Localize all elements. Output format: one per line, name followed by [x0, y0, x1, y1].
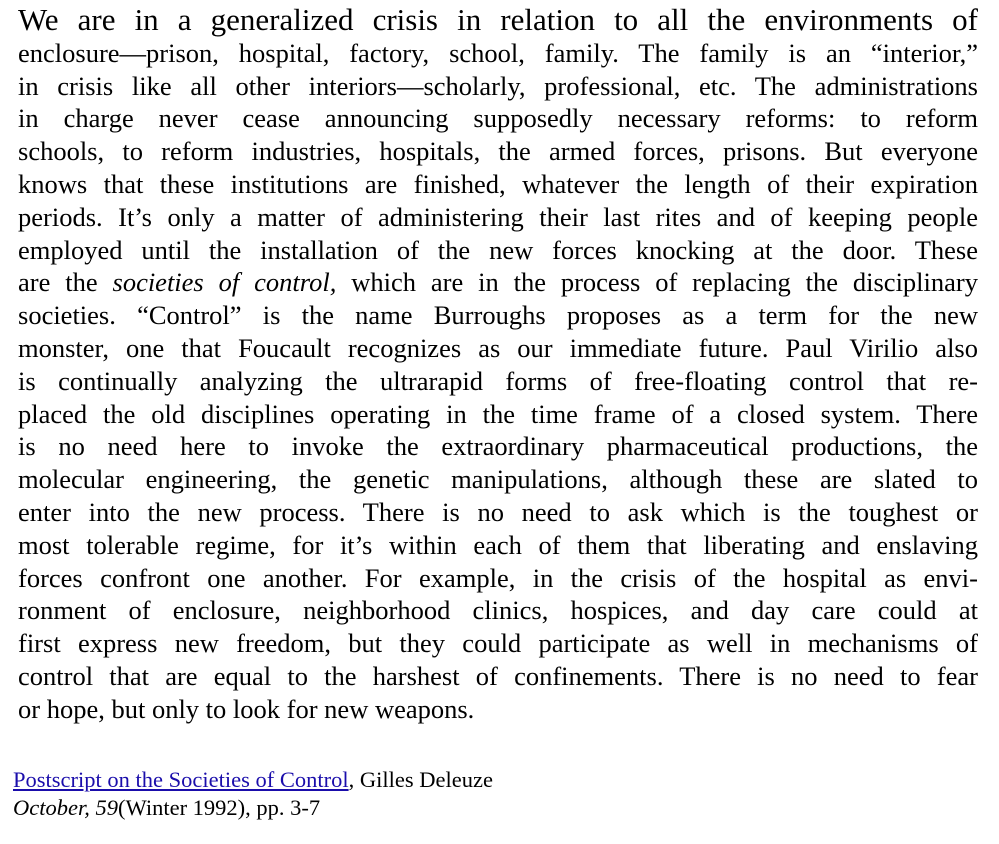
- passage-line-19: ronment of enclosure, neighborhood clinics, hospices, and day care could at: [18, 595, 978, 626]
- passage-line-1: We are in a generalized crisis in relation to all the environments of: [18, 2, 978, 37]
- passage-line-3: in crisis like all other interiors—scholarly, professional, etc. The administrations: [18, 70, 978, 101]
- passage-line-9-after: which are in the process of replacing the disciplinary: [336, 267, 978, 298]
- citation-title-row: [13, 766, 493, 794]
- passage-line-2: enclosure—prison, hospital, factory, school, family. The family is an “interior,”: [18, 37, 978, 68]
- passage-line-10: societies. “Control” is the name Burroughs proposes as a term for the new: [18, 300, 978, 331]
- passage-line-11: monster, one that Foucault recognizes as our immediate future. Paul Virilio also: [18, 332, 978, 363]
- quote-passage: [18, 4, 978, 726]
- passage-line-12: is continually analyzing the ultrarapid forms of free-floating control that re-: [18, 365, 978, 396]
- passage-line-21: control that are equal to the harshest of confinements. There is no need to fear: [18, 660, 978, 691]
- citation-journal: October, 59: [13, 795, 118, 820]
- citation-source-row: [13, 794, 493, 822]
- citation-author: , Gilles Deleuze: [348, 767, 493, 792]
- passage-line-14: is no need here to invoke the extraordinary pharmaceutical productions, the: [18, 431, 978, 462]
- citation: [13, 766, 493, 822]
- passage-line-8: employed until the installation of the new forces knocking at the door. These: [18, 234, 978, 265]
- passage-line-9: [18, 266, 978, 299]
- passage-line-20: first express new freedom, but they could participate as well in mechanisms of: [18, 628, 978, 659]
- passage-line-13: placed the old disciplines operating in the time frame of a closed system. There: [18, 398, 978, 429]
- citation-details: (Winter 1992), pp. 3-7: [118, 795, 321, 820]
- passage-line-22: or hope, but only to look for new weapons.: [18, 693, 475, 724]
- passage-line-18: forces confront one another. For example, in the crisis of the hospital as envi-: [18, 562, 978, 593]
- passage-line-9-before: are the: [18, 267, 113, 298]
- passage-line-17: most tolerable regime, for it’s within each of them that liberating and enslaving: [18, 529, 978, 560]
- passage-line-4: in charge never cease announcing supposedly necessary reforms: to reform: [18, 103, 978, 134]
- societies-of-control-phrase: societies of control,: [112, 267, 337, 298]
- passage-line-15: molecular engineering, the genetic manipulations, although these are slated to: [18, 464, 978, 495]
- passage-line-7: periods. It’s only a matter of administering their last rites and of keeping people: [18, 201, 978, 232]
- passage-line-6: knows that these institutions are finished, whatever the length of their expiration: [18, 168, 978, 199]
- citation-title-link[interactable]: Postscript on the Societies of Control: [13, 767, 349, 792]
- passage-line-5: schools, to reform industries, hospitals, the armed forces, prisons. But everyone: [18, 136, 978, 167]
- passage-line-16: enter into the new process. There is no need to ask which is the toughest or: [18, 496, 978, 527]
